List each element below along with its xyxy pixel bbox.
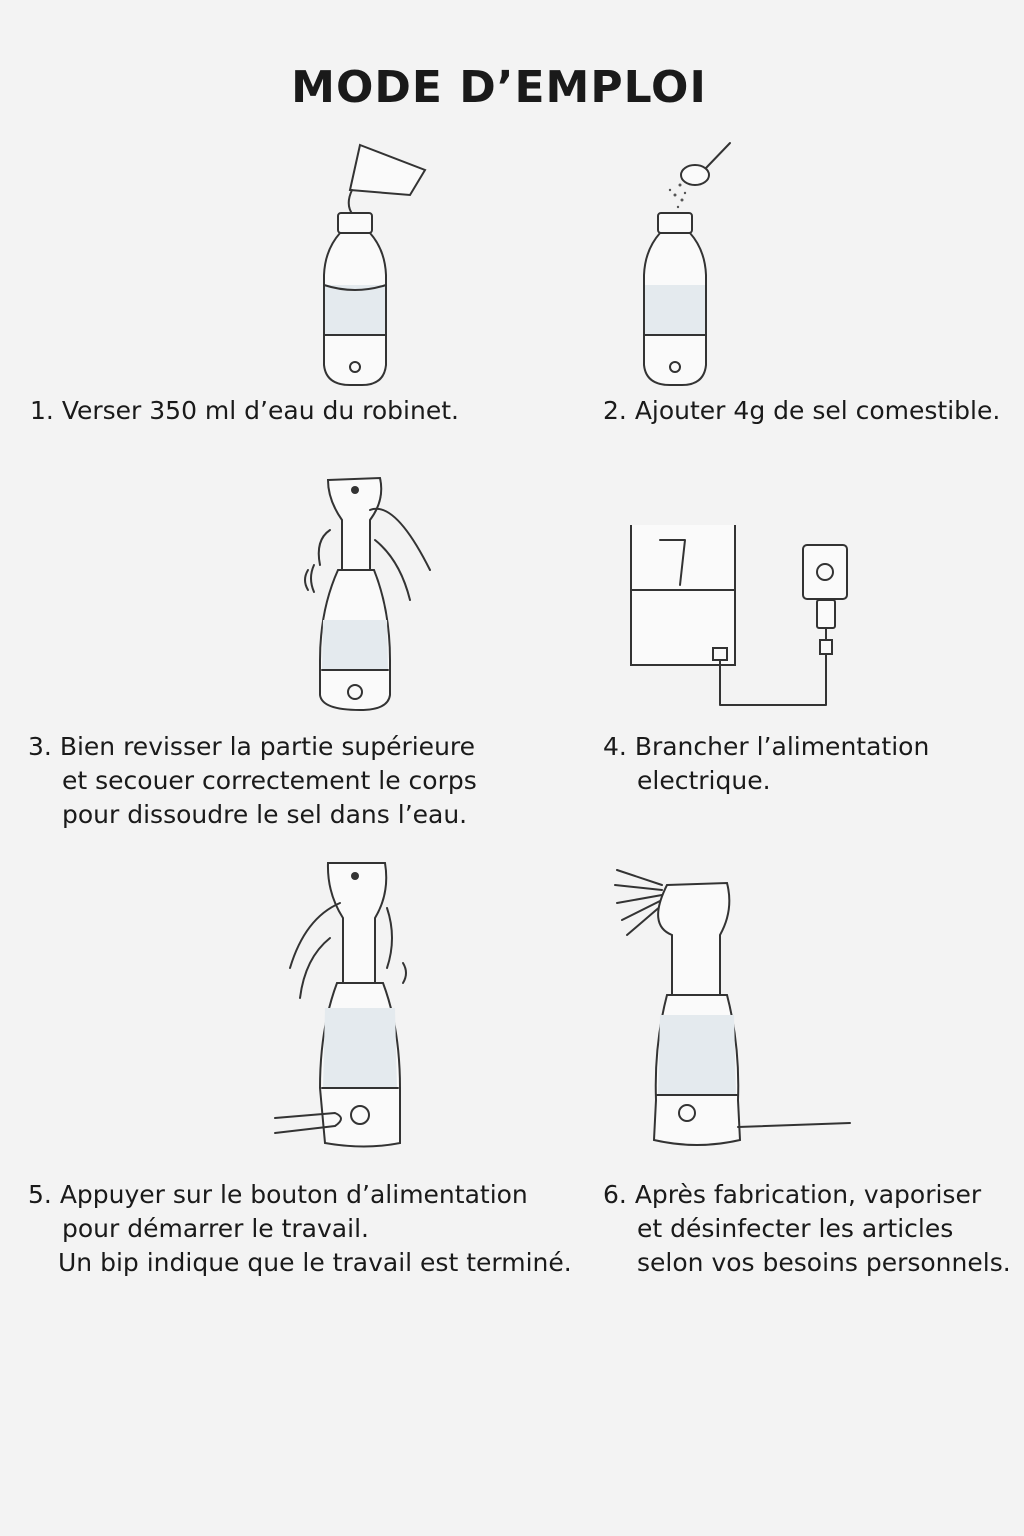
step-4-illustration-plug-in: [625, 520, 865, 719]
step-text: Brancher l’alimentation: [634, 732, 930, 761]
step-number: 2.: [603, 396, 627, 425]
step-text: Un bip indique que le travail est terminé.: [58, 1248, 572, 1277]
step-text: Après fabrication, vaporiser: [634, 1180, 982, 1209]
step-1: [30, 394, 459, 428]
hand-shaking-bottle-icon: [300, 470, 440, 720]
step-1-illustration-pour-water: [300, 135, 440, 394]
step-2: [603, 394, 1000, 428]
step-number: 3.: [28, 732, 52, 761]
step-text: et secouer correctement le corps: [62, 766, 477, 795]
step-5-illustration-press-button: [275, 858, 435, 1162]
step-number: 6.: [603, 1180, 627, 1209]
step-2-illustration-add-salt: [620, 135, 760, 394]
step-text: Verser 350 ml d’eau du robinet.: [61, 396, 459, 425]
step-number: 5.: [28, 1180, 52, 1209]
step-3: [28, 730, 477, 832]
step-text: et désinfecter les articles: [637, 1214, 954, 1243]
finger-pressing-power-button-icon: [275, 858, 435, 1158]
spraying-bottle-icon: [612, 865, 857, 1155]
step-number: 1.: [30, 396, 54, 425]
step-number: 4.: [603, 732, 627, 761]
step-text: pour dissoudre le sel dans l’eau.: [62, 800, 468, 829]
page-title: MODE D’EMPLOI: [291, 62, 707, 113]
bottle-with-measuring-cup-icon: [300, 135, 440, 390]
step-text: pour démarrer le travail.: [62, 1214, 369, 1243]
step-text: Ajouter 4g de sel comestible.: [634, 396, 1001, 425]
step-5: [28, 1178, 572, 1280]
bottle-with-salt-spoon-icon: [620, 135, 760, 390]
step-text: selon vos besoins personnels.: [637, 1248, 1011, 1277]
step-4: [603, 730, 929, 798]
step-6-illustration-spray: [612, 865, 857, 1159]
step-text: Appuyer sur le bouton d’alimentation: [59, 1180, 528, 1209]
step-3-illustration-shake-bottle: [300, 470, 440, 724]
step-text: electrique.: [637, 766, 771, 795]
step-6: [603, 1178, 1011, 1280]
step-text: Bien revisser la partie supérieure: [59, 732, 476, 761]
device-plugged-into-outlet-icon: [625, 520, 865, 715]
